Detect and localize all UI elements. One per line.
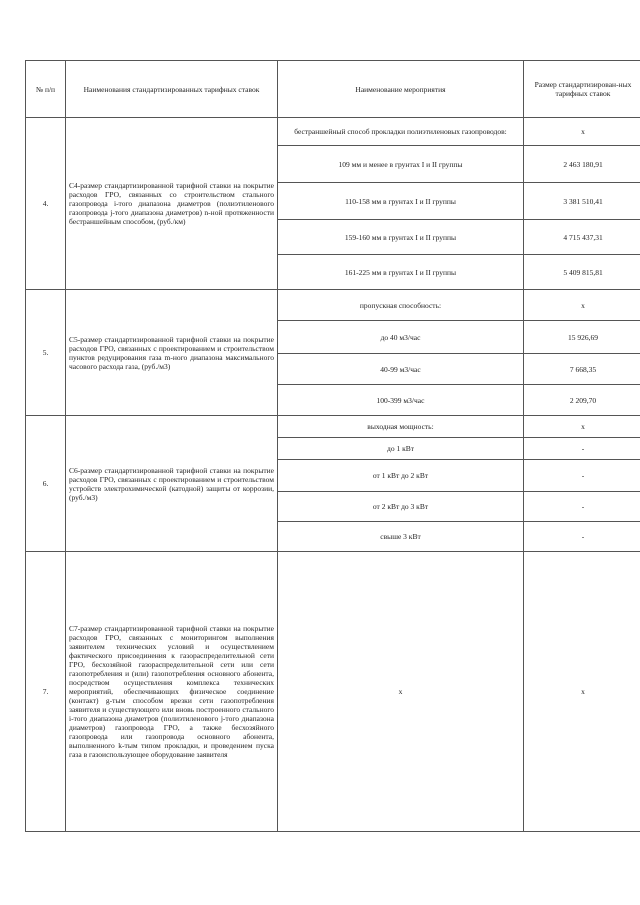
event-cell: 109 мм и менее в грунтах I и II группы [278,146,524,183]
size-cell: - [524,522,640,552]
size-cell: 7 668,35 [524,354,640,385]
row-number: 4. [26,118,66,290]
row-number: 7. [26,552,66,832]
size-cell: - [524,492,640,522]
size-cell: х [524,552,640,832]
size-cell: 2 209,70 [524,385,640,416]
event-cell: х [278,552,524,832]
header-number: № п/п [26,61,66,118]
row-number: 6. [26,416,66,552]
row-number: 5. [26,290,66,416]
event-cell: от 2 кВт до 3 кВт [278,492,524,522]
event-cell: 161-225 мм в грунтах I и II группы [278,255,524,290]
rate-name: С6-размер стандартизированной тарифной ставки на покрытие расходов ГРО, связанных с проектированием и строительством устройств электрохимической (катодной) защиты от коррозии, (руб./м3) [66,416,278,552]
size-cell: х [524,118,640,146]
event-cell: до 1 кВт [278,438,524,460]
event-cell: пропускная способность: [278,290,524,321]
header-rate-name: Наименования стандартизированных тарифных ставок [66,61,278,118]
event-cell: выходная мощность: [278,416,524,438]
size-cell: 3 381 510,41 [524,183,640,220]
table-row [26,552,640,832]
rate-name: С5-размер стандартизированной тарифной ставки на покрытие расходов ГРО, связанных с проектированием и строительством пунктов редуцирования газа m-ного диапазона максимального часового расхода газа, (руб./м3) [66,290,278,416]
size-cell: 4 715 437,31 [524,220,640,255]
event-cell: 110-158 мм в грунтах I и II группы [278,183,524,220]
event-cell: 40-99 м3/час [278,354,524,385]
event-cell: бестраншейный способ прокладки полиэтиленовых газопроводов: [278,118,524,146]
event-cell: 100-399 м3/час [278,385,524,416]
size-cell: х [524,416,640,438]
event-cell: до 40 м3/час [278,321,524,354]
header-rate-size: Размер стандартизирован-ных тарифных ставок [524,61,640,118]
table-row [26,290,640,321]
table-row [26,416,640,438]
tariff-table [25,60,640,832]
rate-name: С4-размер стандартизированной тарифной ставки на покрытие расходов ГРО, связанных со строительством стального газопровода i-того диапазона диаметров (полиэтиленового газопровода j-того диапазона диаметров) n-ной протяженности бестраншейным способом, (руб./км) [66,118,278,290]
rate-name: С7-размер стандартизированной тарифной ставки на покрытие расходов ГРО, связанных с мониторингом выполнения заявителем технических условий и осуществлением фактического присоединения к газораспределительной сети ГРО, бесхозяйной газораспределительной сети или сети газопотребления и (или) газопотребления основного абонента, посредством осуществления комплекса технических мероприятий, обеспечивающих физическое соединение (контакт) g-тым способом врезки сети газопотребления заявителя и существующего или вновь построенного стального i-того диапазона диаметров (полиэтиленового j-того диапазона диаметров) газопровода ГРО, а также бесхозяйного газопровода или газопровода основного абонента, выполненного k-тым типом прокладки, и проведением пуска газа в газоиспользующее оборудование заявителя [66,552,278,832]
event-cell: свыше 3 кВт [278,522,524,552]
table-header-row [26,61,640,118]
size-cell: 5 409 815,81 [524,255,640,290]
table-row [26,118,640,146]
event-cell: 159-160 мм в грунтах I и II группы [278,220,524,255]
size-cell: 2 463 180,91 [524,146,640,183]
header-event-name: Наименование мероприятия [278,61,524,118]
size-cell: - [524,438,640,460]
size-cell: х [524,290,640,321]
size-cell: - [524,460,640,492]
size-cell: 15 926,69 [524,321,640,354]
event-cell: от 1 кВт до 2 кВт [278,460,524,492]
